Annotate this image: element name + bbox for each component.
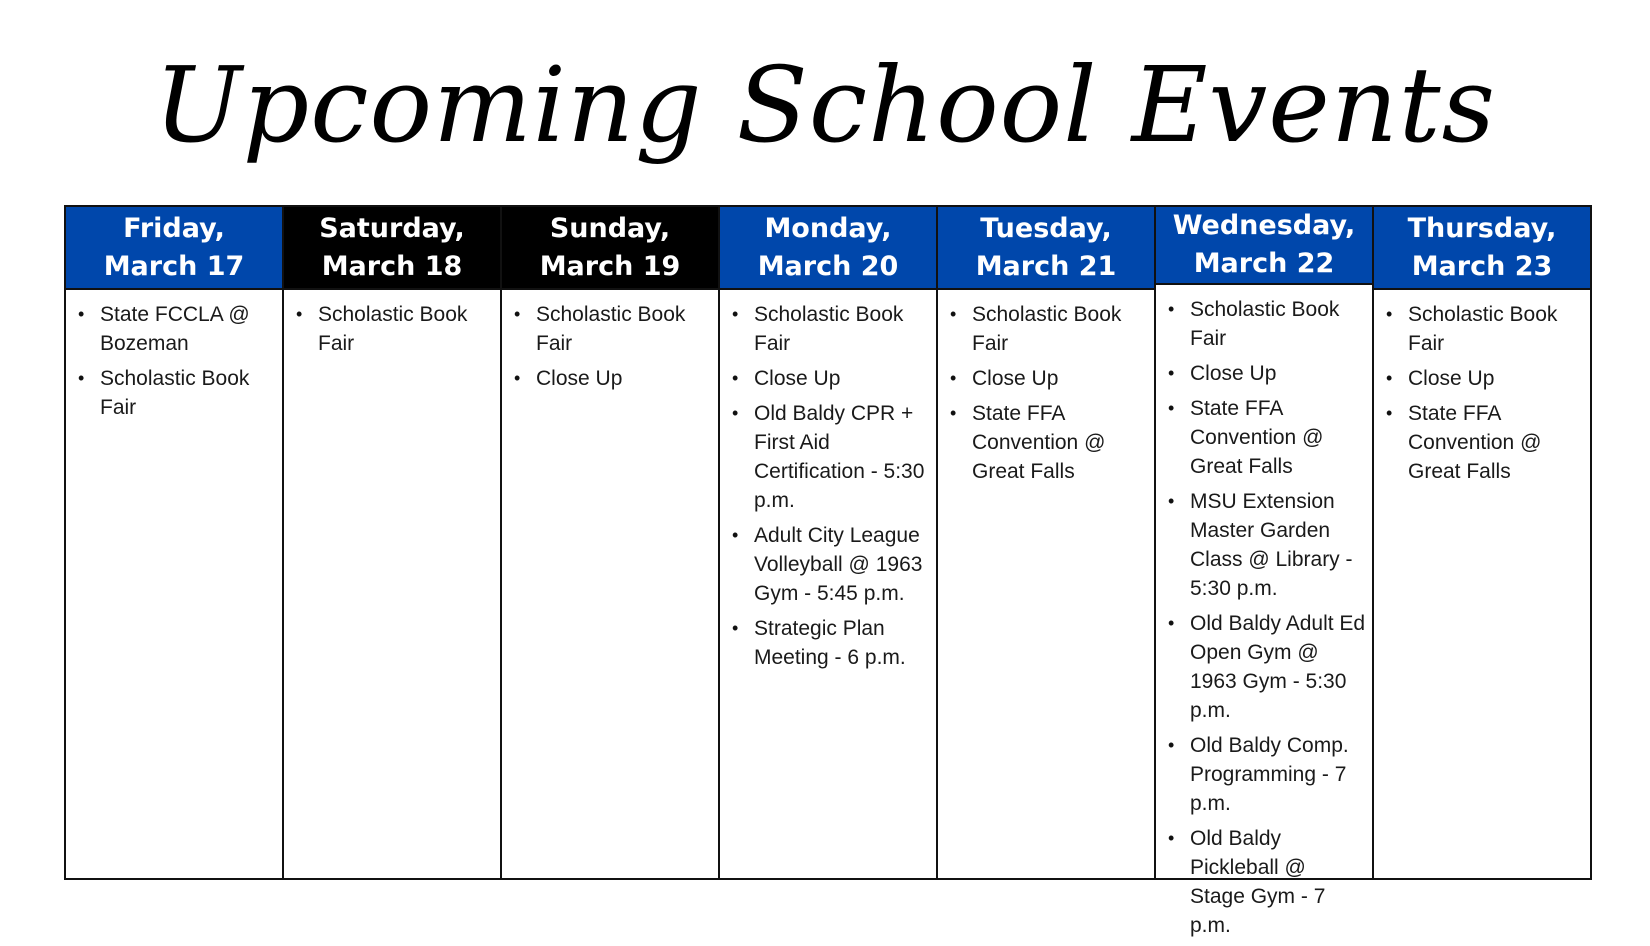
day-column-wednesday (1156, 207, 1374, 937)
day-name: Friday, (123, 212, 225, 244)
bullet-icon: • (1168, 735, 1175, 755)
event-text: State FCCLA @ Bozeman (100, 303, 250, 355)
event-text: Close Up (754, 367, 841, 390)
day-column-saturday (284, 207, 502, 878)
day-date: March 22 (1193, 248, 1335, 279)
event-item (1168, 609, 1366, 725)
bullet-icon: • (950, 403, 957, 423)
event-list (1374, 290, 1590, 492)
event-text: Close Up (1408, 367, 1495, 390)
day-column-monday (720, 207, 938, 878)
day-header-wednesday (1156, 207, 1372, 285)
bullet-icon: • (732, 403, 739, 423)
event-text: Close Up (1190, 362, 1277, 385)
event-item (732, 300, 930, 358)
event-item (1168, 487, 1366, 603)
day-header-saturday (284, 207, 500, 290)
bullet-icon: • (1386, 304, 1393, 324)
day-date: March 19 (539, 250, 681, 282)
day-column-friday (66, 207, 284, 878)
day-date: March 18 (321, 250, 463, 282)
event-text: Old Baldy Pickleball @ Stage Gym - 7 p.m. (1190, 827, 1326, 937)
event-item (732, 364, 930, 393)
day-header-sunday (502, 207, 718, 290)
bullet-icon: • (78, 368, 85, 388)
event-item (296, 300, 494, 358)
day-date: March 23 (1411, 250, 1553, 282)
event-list (720, 290, 936, 678)
bullet-icon: • (1386, 368, 1393, 388)
bullet-icon: • (1168, 491, 1175, 511)
event-text: Scholastic Book Fair (754, 303, 904, 355)
event-list (502, 290, 718, 399)
bullet-icon: • (732, 525, 739, 545)
day-column-sunday (502, 207, 720, 878)
event-text: Adult City League Volleyball @ 1963 Gym - 5:45 p.m. (754, 524, 923, 605)
bullet-icon: • (514, 304, 521, 324)
event-item (950, 399, 1148, 486)
event-text: Old Baldy Comp. Programming - 7 p.m. (1190, 734, 1349, 815)
event-item (1168, 295, 1366, 353)
event-item (1386, 399, 1584, 486)
event-item (950, 300, 1148, 358)
event-item (1168, 394, 1366, 481)
event-text: State FFA Convention @ Great Falls (1408, 402, 1542, 483)
event-item (1168, 824, 1366, 940)
event-text: Scholastic Book Fair (536, 303, 686, 355)
event-text: Close Up (972, 367, 1059, 390)
page-title: Upcoming School Events (154, 44, 1496, 166)
day-header-monday (720, 207, 936, 290)
day-column-tuesday (938, 207, 1156, 878)
bullet-icon: • (732, 304, 739, 324)
event-text: Scholastic Book Fair (1408, 303, 1558, 355)
event-item (514, 364, 712, 393)
event-text: Scholastic Book Fair (1190, 298, 1340, 350)
bullet-icon: • (732, 368, 739, 388)
day-name: Tuesday, (980, 212, 1112, 244)
events-schedule-table (64, 205, 1592, 937)
event-item (732, 614, 930, 672)
event-list (1156, 285, 1372, 946)
day-name: Saturday, (319, 212, 465, 244)
day-name: Wednesday, (1172, 210, 1356, 241)
event-item (78, 300, 276, 358)
event-list (284, 290, 500, 364)
event-item (1168, 359, 1366, 388)
event-text: State FFA Convention @ Great Falls (1190, 397, 1324, 478)
event-list (66, 290, 282, 428)
bullet-icon: • (950, 304, 957, 324)
bullet-icon: • (1168, 828, 1175, 848)
day-date: March 21 (975, 250, 1117, 282)
bullet-icon: • (296, 304, 303, 324)
event-item (1168, 731, 1366, 818)
event-text: State FFA Convention @ Great Falls (972, 402, 1106, 483)
day-name: Sunday, (549, 212, 671, 244)
event-item (950, 364, 1148, 393)
event-text: MSU Extension Master Garden Class @ Library - 5:30 p.m. (1190, 490, 1353, 600)
day-name: Monday, (764, 212, 892, 244)
event-text: Strategic Plan Meeting - 6 p.m. (754, 617, 906, 669)
bullet-icon: • (78, 304, 85, 324)
event-item (514, 300, 712, 358)
day-date: March 20 (757, 250, 899, 282)
bullet-icon: • (1168, 363, 1175, 383)
day-header-tuesday (938, 207, 1154, 290)
event-text: Scholastic Book Fair (972, 303, 1122, 355)
bullet-icon: • (514, 368, 521, 388)
event-list (938, 290, 1154, 492)
day-column-thursday (1374, 207, 1590, 878)
event-item (732, 521, 930, 608)
event-item (1386, 364, 1584, 393)
bullet-icon: • (950, 368, 957, 388)
event-text: Scholastic Book Fair (100, 367, 250, 419)
day-header-friday (66, 207, 282, 290)
bullet-icon: • (1386, 403, 1393, 423)
event-text: Close Up (536, 367, 623, 390)
event-item (732, 399, 930, 515)
bullet-icon: • (732, 618, 739, 638)
event-text: Scholastic Book Fair (318, 303, 468, 355)
bullet-icon: • (1168, 299, 1175, 319)
day-header-thursday (1374, 207, 1590, 290)
bullet-icon: • (1168, 613, 1175, 633)
day-name: Thursday, (1407, 212, 1557, 244)
event-text: Old Baldy CPR + First Aid Certification - 5:30 p.m. (754, 402, 925, 512)
event-item (78, 364, 276, 422)
day-date: March 17 (103, 250, 245, 282)
event-item (1386, 300, 1584, 358)
event-text: Old Baldy Adult Ed Open Gym @ 1963 Gym - 5:30 p.m. (1190, 612, 1366, 722)
bullet-icon: • (1168, 398, 1175, 418)
